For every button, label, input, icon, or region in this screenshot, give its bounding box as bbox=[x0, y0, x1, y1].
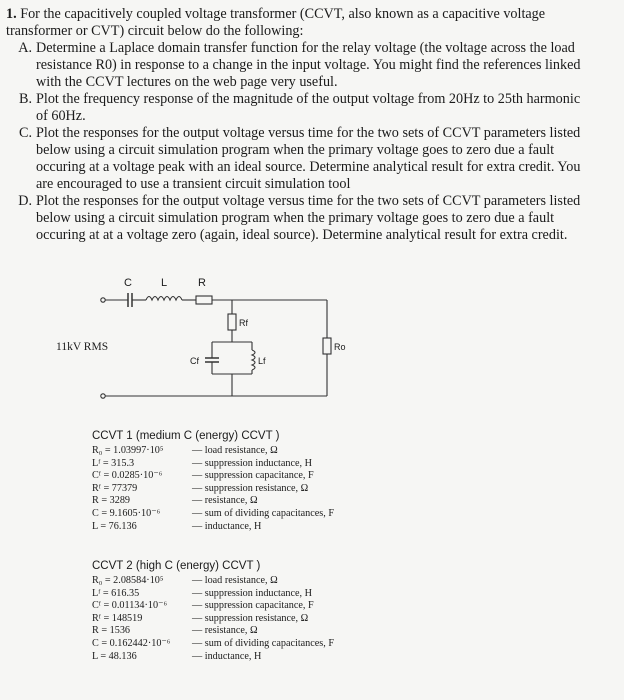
item-d: D. Plot the responses for the output voltage versus time for the two sets of CCVT parameters listed below using a circuit simulation program when the primary voltage goes to zero due a fault occuring at at a voltage zero (again, ideal source). Determine analytical result for extra credit. bbox=[6, 193, 612, 244]
param-row: Rᶠ = 148519 — suppression resistance, Ω bbox=[92, 612, 309, 624]
ccvt1-parameters bbox=[92, 430, 334, 533]
input-terminal-top bbox=[101, 298, 105, 302]
item-c: C. Plot the responses for the output voltage versus time for the two sets of CCVT parameters listed below using a circuit simulation program when the primary voltage goes to zero due a fault occuring at a voltage peak with an ideal source. Determine analytical result for extra credit. You are encouraged to use a transient circuit simulation tool bbox=[6, 125, 612, 193]
resistor-ro bbox=[323, 338, 331, 354]
param-row: Cᶠ = 0.01134·10⁻⁶ — suppression capacitance, F bbox=[92, 600, 314, 612]
item-b: B. Plot the frequency response of the magnitude of the output voltage from 20Hz to 25th harmonic of 60Hz. bbox=[6, 91, 612, 125]
param-row: R₀ = 2.08584·10⁵ — load resistance, Ω bbox=[92, 575, 278, 586]
intro-line-1: 1. For the capacitively coupled voltage transformer (CCVT, also known as a capacitive voltage bbox=[6, 6, 546, 22]
resistor-r bbox=[196, 296, 212, 304]
label-ro: Ro bbox=[334, 342, 346, 352]
param-row: L = 48.136 — inductance, H bbox=[92, 650, 262, 662]
param-row: R = 3289 — resistance, Ω bbox=[92, 495, 258, 507]
param-row: Rᶠ = 77379 — suppression resistance, Ω bbox=[92, 482, 309, 494]
param-row: R₀ = 1.03997·10⁵ — load resistance, Ω bbox=[92, 445, 278, 456]
param-row: Lᶠ = 616.35 — suppression inductance, H bbox=[92, 587, 312, 599]
label-c: C bbox=[124, 277, 132, 289]
param-row: Lᶠ = 315.3 — suppression inductance, H bbox=[92, 457, 312, 469]
intro-line-2: transformer or CVT) circuit below do the following: bbox=[6, 23, 304, 39]
ccvt2-parameters bbox=[92, 560, 334, 663]
param-row: C = 0.162442·10⁻⁶ — sum of dividing capacitances, F bbox=[92, 637, 335, 649]
inductor-l bbox=[146, 297, 182, 301]
param-row: R = 1536 — resistance, Ω bbox=[92, 625, 258, 637]
ccvt2-title: CCVT 2 (high C (energy) CCVT ) bbox=[92, 560, 261, 572]
label-lf: Lf bbox=[258, 356, 266, 366]
question-number: 1. bbox=[6, 6, 17, 22]
label-rf: Rf bbox=[239, 318, 248, 328]
item-label: D. bbox=[18, 193, 32, 209]
inductor-lf bbox=[252, 350, 255, 370]
label-cf: Cf bbox=[190, 356, 199, 366]
resistor-rf bbox=[228, 314, 236, 330]
input-terminal-bottom bbox=[101, 394, 105, 398]
label-l: L bbox=[161, 277, 168, 289]
ccvt-circuit-diagram bbox=[0, 270, 624, 400]
item-label: C. bbox=[18, 125, 32, 141]
param-row: C = 9.1605·10⁻⁶ — sum of dividing capacitances, F bbox=[92, 507, 335, 519]
source-voltage-label: 11kV RMS bbox=[56, 341, 109, 353]
item-label: B. bbox=[18, 91, 32, 107]
item-label: A. bbox=[18, 40, 32, 56]
ccvt1-title: CCVT 1 (medium C (energy) CCVT ) bbox=[92, 430, 280, 442]
problem-statement bbox=[6, 6, 612, 244]
item-a: A. Determine a Laplace domain transfer function for the relay voltage (the voltage across the load resistance R0) in response to a change in the input voltage. You might find the references linked with the CCVT lectures on the web page very useful. bbox=[6, 40, 612, 91]
param-row: L = 76.136 — inductance, H bbox=[92, 520, 262, 532]
label-r: R bbox=[198, 277, 206, 289]
param-row: Cᶠ = 0.0285·10⁻⁶ — suppression capacitance, F bbox=[92, 470, 314, 482]
